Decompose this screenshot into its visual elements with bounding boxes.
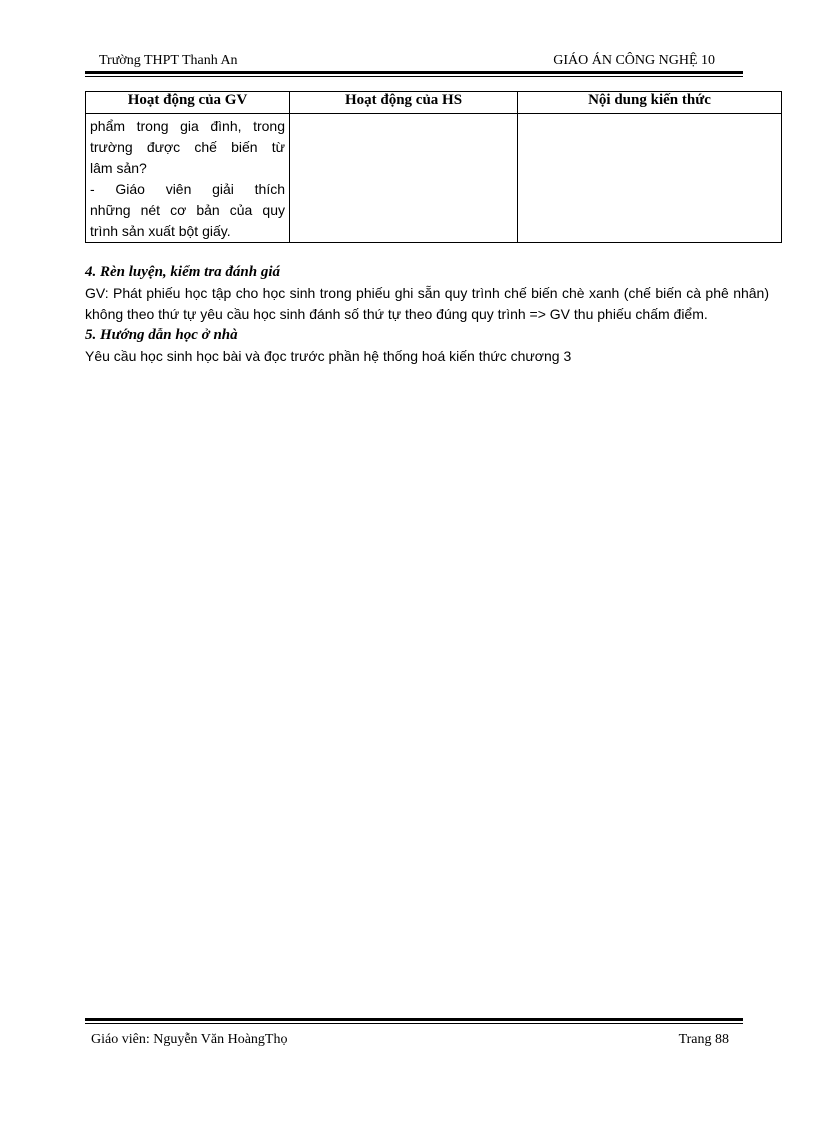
cell-content [518,114,782,243]
lesson-body [85,262,769,367]
teacher-name: Giáo viên: Nguyễn Văn HoàngThọ [91,1032,288,1047]
table-row [86,114,782,243]
subject-title: GIÁO ÁN CÔNG NGHỆ 10 [553,53,715,68]
page-footer [85,1032,743,1052]
col-header-hs: Hoạt động của HS [290,92,518,114]
gv-line: lâm sản? [90,160,147,176]
gv-line: trường được chế biến từ [90,139,285,155]
col-header-gv: Hoạt động của GV [86,92,290,114]
section-4-text: GV: Phát phiếu học tập cho học sinh trong phiếu ghi sẵn quy trình chế biến chè xanh (chế biến cà phê nhân) không theo thứ tự yêu cầu học sinh đánh số thứ tự theo đúng quy trình => GV thu phiếu chấm điểm. [85,285,769,322]
gv-line: những nét cơ bản của quy [90,202,285,218]
footer-rule [85,1018,743,1024]
cell-hs-activity [290,114,518,243]
school-name: Trường THPT Thanh An [99,53,238,68]
cell-gv-activity [86,114,290,243]
gv-line: - Giáo viên giải thích [90,181,285,197]
table-header-row [86,92,782,114]
section-5-text: Yêu cầu học sinh học bài và đọc trước phần hệ thống hoá kiến thức chương 3 [85,348,572,364]
section-5-title: 5. Hướng dẫn học ở nhà [85,327,238,343]
page-number: Trang 88 [678,1032,729,1047]
gv-line: phẩm trong gia đình, trong [90,118,285,134]
gv-line: trình sản xuất bột giấy. [90,223,231,239]
col-header-content: Nội dung kiến thức [518,92,782,114]
header-rule [85,71,743,77]
activity-table [85,91,782,243]
page-header [85,53,743,73]
section-4-title: 4. Rèn luyện, kiểm tra đánh giá [85,264,281,280]
